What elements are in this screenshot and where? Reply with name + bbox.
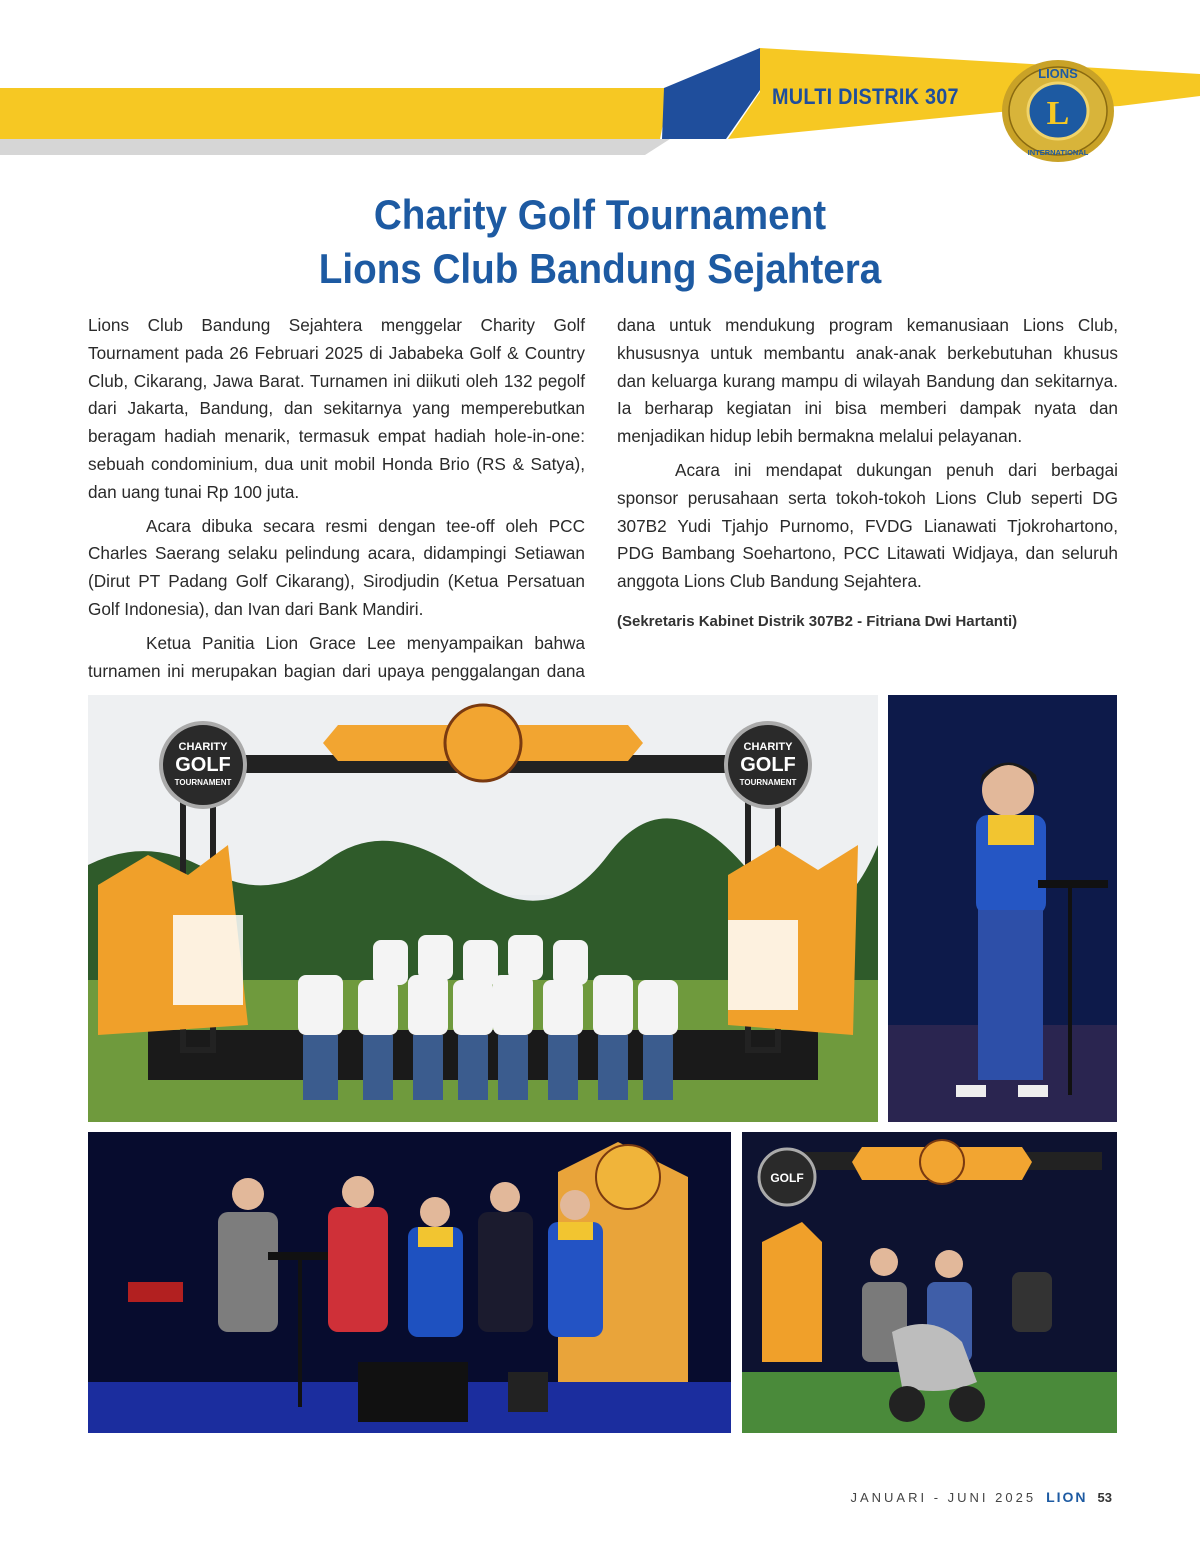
paragraph-4: Acara ini mendapat dukungan penuh dari berbagai sponsor perusahaan serta tokoh-tokoh Lions Club seperti DG 307B2 Yudi Tjahjo Purnomo, FVDG Lianawati Tjokrohartono, PDG Bambang Soehartono, PCC Litawati Widjaya, dan seluruh anggota Lions Club Bandung Sejahtera.: [617, 459, 1118, 592]
paragraph-3-continued: dana untuk mendukung program kemanusiaan Lions Club, khususnya untuk membantu anak-anak berkebutuhan khusus dan keluarga kurang mampu di wilayah Bandung dan sekitarnya. Ia berharap kegiatan ini bisa memberi dampak nyata dan menjadikan hidup lebih bermakna melalui pelayanan.: [617, 315, 1118, 447]
sign-text-golf-right: GOLF: [740, 754, 796, 776]
sign-text-charity-right: CHARITY: [743, 741, 793, 753]
sign-text-golf-left: GOLF: [175, 754, 231, 776]
page-footer: [850, 1489, 1112, 1505]
sign-text-charity-left: CHARITY: [178, 741, 228, 753]
photo-group-stage: [88, 695, 878, 1122]
district-label: MULTI DISTRIK 307: [772, 84, 959, 109]
magazine-name: LION: [1046, 1489, 1088, 1505]
photo-speaker: [888, 695, 1117, 1122]
photo-scooter-prize: [742, 1132, 1117, 1433]
title-line-1: Charity Golf Tournament: [373, 191, 827, 238]
lions-international-logo: [1000, 58, 1116, 164]
title-line-2: Lions Club Bandung Sejahtera: [318, 245, 882, 292]
sign-text-tournament-right: TOURNAMENT: [739, 778, 797, 787]
photo-credit: (Sekretaris Kabinet Distrik 307B2 - Fitriana Dwi Hartanti): [617, 612, 1018, 630]
sign-text-golf-small: GOLF: [770, 1171, 804, 1185]
paragraph-3: Ketua Panitia Lion Grace Lee menyampaikan bahwa turnamen ini merupakan bagian dari upaya penggalangan dana: [88, 632, 585, 681]
paragraph-1: Lions Club Bandung Sejahtera menggelar Charity Golf Tournament pada 26 Februari 2025 di Jababeka Golf & Country Club, Cikarang, Jawa Barat. Turnamen ini diikuti oleh 132 pegolf dari Jakarta, Bandung, dan sekitarnya yang memperebutkan beragam hadiah menarik, termasuk empat hadiah hole-in-one: sebuah condominium, dua unit mobil Honda Brio (RS & Satya), dan uang tunai Rp 100 juta.: [88, 315, 585, 502]
photo-award-night: [88, 1132, 731, 1433]
logo-top-text: LIONS: [1038, 66, 1078, 81]
article-title: [48, 188, 1152, 296]
column-left: [88, 312, 585, 692]
paragraph-2: Acara dibuka secara resmi dengan tee-off oleh PCC Charles Saerang selaku pelindung acara, didampingi Setiawan (Dirut PT Padang Golf Cikarang), Sirodjudin (Ketua Persatuan Golf Indonesia), dan Ivan dari Bank Mandiri.: [88, 515, 585, 619]
logo-letter: L: [1046, 95, 1070, 132]
page-number: 53: [1097, 1490, 1112, 1505]
issue-period: JANUARI - JUNI 2025: [850, 1490, 1037, 1505]
logo-bottom-text: INTERNATIONAL: [1027, 148, 1089, 157]
sign-text-tournament-left: TOURNAMENT: [174, 778, 232, 787]
column-right: [617, 312, 1118, 642]
